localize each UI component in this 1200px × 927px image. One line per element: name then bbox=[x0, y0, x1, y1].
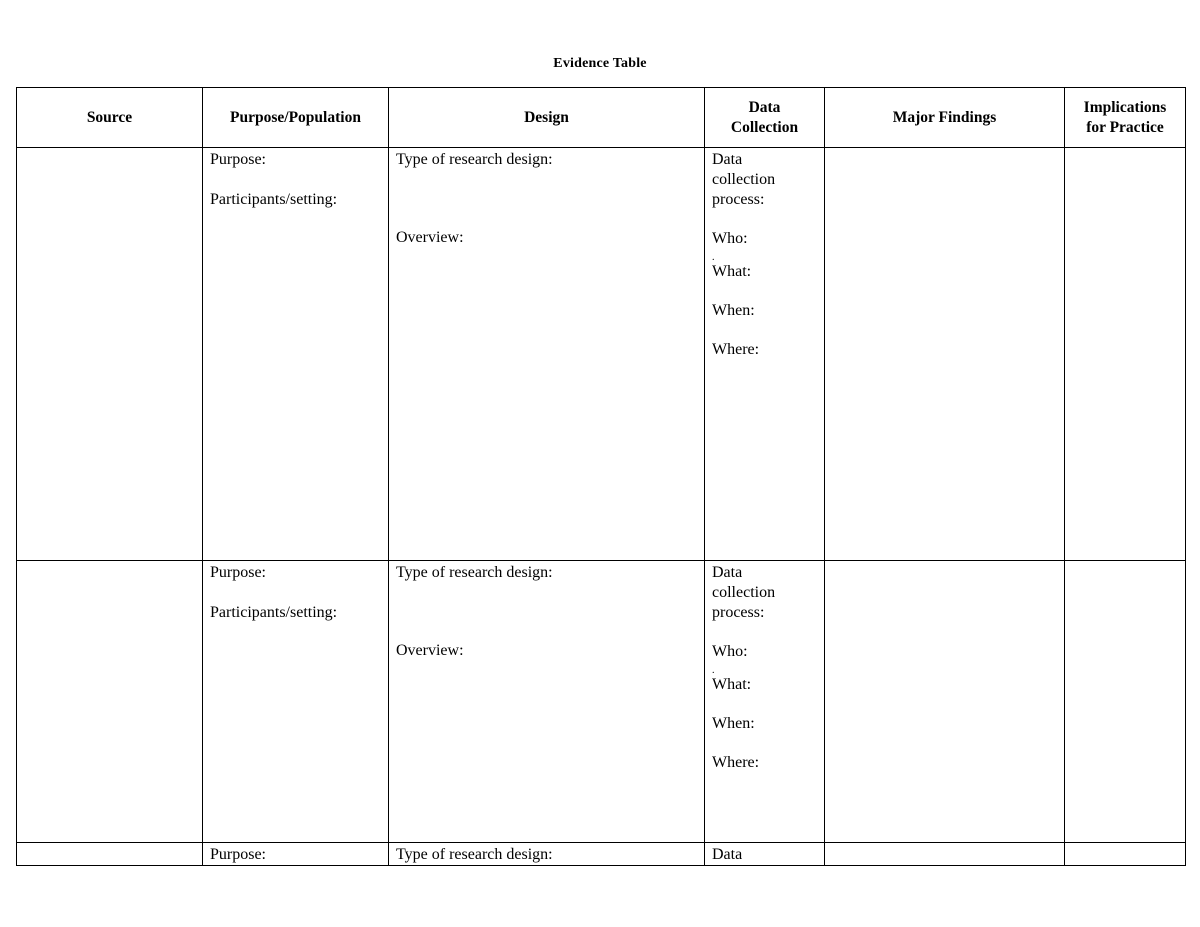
what-label: What: bbox=[712, 676, 752, 693]
header-data-collection bbox=[705, 88, 825, 148]
who-label: Who: bbox=[712, 230, 748, 247]
header-row bbox=[17, 88, 1186, 148]
purpose-label: Purpose: bbox=[210, 846, 266, 863]
participants-label: Participants/setting: bbox=[210, 191, 338, 208]
dot-mark: . bbox=[712, 665, 715, 676]
header-implications-line1: Implications bbox=[1083, 98, 1167, 116]
table-row bbox=[17, 561, 1186, 843]
source-cell[interactable] bbox=[17, 843, 203, 866]
implications-cell[interactable] bbox=[1065, 148, 1186, 561]
design-cell[interactable] bbox=[389, 561, 705, 843]
table-row bbox=[17, 843, 1186, 866]
major-findings-cell[interactable] bbox=[825, 148, 1065, 561]
header-major-findings: Major Findings bbox=[825, 88, 1065, 148]
header-implications-line2: for Practice bbox=[1086, 118, 1164, 136]
header-purpose-population: Purpose/Population bbox=[203, 88, 389, 148]
where-label: Where: bbox=[712, 341, 760, 358]
design-type-label: Type of research design: bbox=[396, 564, 553, 581]
purpose-population-cell[interactable] bbox=[203, 843, 389, 866]
when-label: When: bbox=[712, 302, 755, 319]
overview-label: Overview: bbox=[396, 229, 464, 246]
dc-line3: process: bbox=[712, 604, 765, 621]
purpose-label: Purpose: bbox=[210, 151, 266, 168]
table-row bbox=[17, 148, 1186, 561]
implications-cell[interactable] bbox=[1065, 561, 1186, 843]
header-implications bbox=[1065, 88, 1186, 148]
dot-mark: . bbox=[712, 252, 715, 263]
dc-line2: collection bbox=[712, 584, 776, 601]
dc-line1: Data bbox=[712, 151, 743, 168]
header-data-collection-line1: Data bbox=[748, 98, 781, 116]
who-label: Who: bbox=[712, 643, 748, 660]
dc-line2: collection bbox=[712, 171, 776, 188]
major-findings-cell[interactable] bbox=[825, 561, 1065, 843]
purpose-population-cell[interactable] bbox=[203, 561, 389, 843]
dc-line3: process: bbox=[712, 191, 765, 208]
implications-cell[interactable] bbox=[1065, 843, 1186, 866]
data-collection-cell[interactable] bbox=[705, 561, 825, 843]
when-label: When: bbox=[712, 715, 755, 732]
header-data-collection-line2: Collection bbox=[730, 118, 799, 136]
data-collection-cell[interactable] bbox=[705, 148, 825, 561]
design-cell[interactable] bbox=[389, 148, 705, 561]
evidence-table bbox=[16, 87, 1186, 866]
header-design: Design bbox=[389, 88, 705, 148]
where-label: Where: bbox=[712, 754, 760, 771]
document-title: Evidence Table bbox=[553, 56, 647, 71]
participants-label: Participants/setting: bbox=[210, 604, 338, 621]
what-label: What: bbox=[712, 263, 752, 280]
data-collection-cell[interactable] bbox=[705, 843, 825, 866]
source-cell[interactable] bbox=[17, 148, 203, 561]
overview-label: Overview: bbox=[396, 642, 464, 659]
major-findings-cell[interactable] bbox=[825, 843, 1065, 866]
header-source: Source bbox=[17, 88, 203, 148]
design-type-label: Type of research design: bbox=[396, 151, 553, 168]
purpose-population-cell[interactable] bbox=[203, 148, 389, 561]
dc-line1: Data bbox=[712, 564, 743, 581]
source-cell[interactable] bbox=[17, 561, 203, 843]
design-type-label: Type of research design: bbox=[396, 846, 553, 863]
purpose-label: Purpose: bbox=[210, 564, 266, 581]
design-cell[interactable] bbox=[389, 843, 705, 866]
dc-line1: Data bbox=[712, 846, 743, 863]
